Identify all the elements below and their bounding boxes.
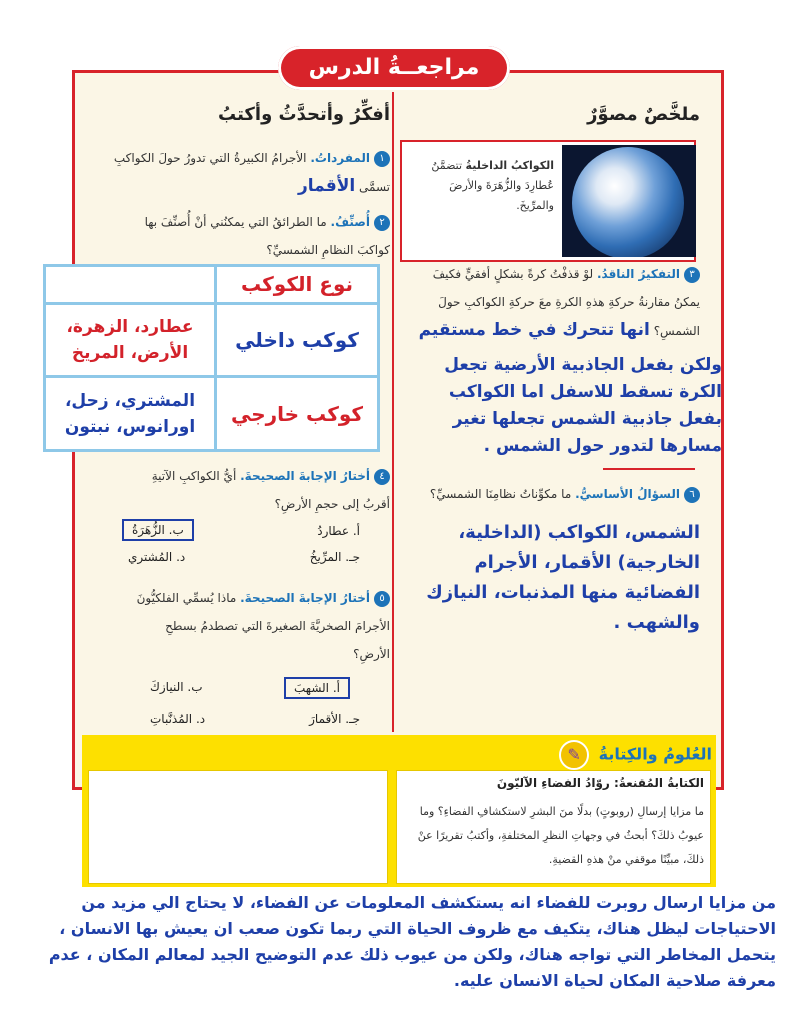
table-row [45, 303, 379, 377]
q4-option-d[interactable]: د. المُشتري [128, 550, 186, 564]
bottom-answer: من مزايا ارسال روبرت للفضاء انه يستكشف المعلومات عن الفضاء، لا يحتاج الي مزيد من الاحتياجات ليظل هناك، يتكيف مع ظروف الحياة التي ربما تكون صعب ان يعيش بها الانسان ، يتحمل المخاطر التي تواجه هناك، ولكن من عيوب ذلك عدم التوضيح الجيد لمعالم المكان ، عدم معرفة صلاحية المكان لحياة الانسان عليه. [48, 893, 776, 990]
q5-text-3: الأرضِ؟ [353, 647, 390, 661]
question-2 [90, 208, 390, 264]
pencil-icon: ✎ [559, 740, 589, 770]
q4-option-a[interactable]: أ. عطاردُ [317, 524, 360, 538]
q4-option-b-selected[interactable]: ب. الزُّهَرَةُ [122, 519, 194, 541]
think-heading: أفكِّرُ وأتحدَّثُ وأكتبُ [218, 104, 390, 125]
review-banner: مراجعــةُ الدرس [278, 46, 510, 90]
q5-label: أختارُ الإجابةَ الصحيحةَ. [240, 591, 370, 605]
table-cell: نوع الكوكب [216, 266, 379, 304]
question-6 [400, 480, 700, 508]
summary-text [410, 156, 554, 216]
table-cell: المشتري، زحل، اورانوس، نبتون [45, 377, 216, 451]
science-writing-subtitle: الكتابةُ المُقنعةُ: روّادُ الفضاءِ الآليّونَ [496, 776, 704, 790]
q4-option-c[interactable]: جـ. المرِّيخُ [309, 550, 360, 564]
q3-text-3: الشمسِ؟ [653, 324, 700, 338]
table-cell [45, 266, 216, 304]
writing-area[interactable] [88, 770, 388, 884]
table-row [45, 266, 379, 304]
question-4 [90, 462, 390, 518]
q4-text: أيُّ الكواكبِ الآتيةِ [151, 469, 237, 483]
q5-option-a-selected[interactable]: أ. الشهبَ [284, 677, 350, 699]
q3-text: لوْ قذفْتُ كرةً بشكلٍ أفقيٍّ فكيفَ [432, 267, 594, 281]
table-row [45, 377, 379, 451]
q3-answer-line1: انها تتحرك في خط مستقيم [418, 320, 650, 340]
q3-text-2: يمكنُ مقارنةُ حركةِ هذهِ الكرةِ معَ حركةِ الكواكبِ حولَ [438, 295, 700, 309]
q1-answer: الأقمار [298, 176, 356, 196]
table-cell: كوكب خارجي [216, 377, 379, 451]
q1-label: المفرداتُ. [310, 151, 370, 165]
q3-answer: ولكن بفعل الجاذبية الأرضية تجعل الكرة تسقط للاسفل اما الكواكب بفعل جاذبية الشمس تجعلها تغير مسارها لتدور حول الشمس . [444, 355, 722, 456]
q5-option-c[interactable]: جـ. الأقمارَ [309, 712, 360, 726]
q4-number: ٤ [374, 469, 390, 485]
question-5 [90, 584, 390, 668]
q4-label: أختارُ الإجابةَ الصحيحةَ. [240, 469, 370, 483]
q5-option-d[interactable]: د. المُذنَّباتِ [150, 712, 206, 726]
summary-body: تتضمَّنُ عُطارِدَ والزُّهَرَةَ والأرضَ والمرِّيخَ. [431, 159, 554, 212]
science-writing-text: ما مزايا إرسالِ (روبوتٍ) بدلًا منَ البشرِ لاستكشافِ الفضاءِ؟ وما عيوبُ ذلكَ؟ أبحثُ في وجهاتِ النظرِ المختلفةِ، وأكتبُ تقريرًا عنْ ذلكَ، مبيِّنًا موقفي منْ هذهِ القضيةِ. [417, 805, 704, 866]
q2-text: ما الطرائقُ التي يمكنُني أنْ أُصنِّفَ بها [144, 215, 327, 229]
q4-text-2: أقربُ إلى حجمِ الأرضِ؟ [274, 497, 390, 511]
q1-number: ١ [374, 151, 390, 167]
q3-number: ٣ [684, 267, 700, 283]
science-writing-title [559, 740, 712, 770]
divider-line [603, 468, 695, 470]
column-divider [392, 92, 394, 732]
q5-option-b[interactable]: ب. النيازكَ [150, 680, 203, 694]
summary-heading: ملخَّصٌ مصوَّرٌ [587, 104, 700, 125]
q5-text: ماذا يُسمِّي الفلكيُّونَ [136, 591, 237, 605]
summary-title: الكواكبُ الداخليةُ [465, 159, 554, 172]
q2-text-2: كواكبَ النظامِ الشمسيِّ؟ [266, 243, 390, 257]
q5-number: ٥ [374, 591, 390, 607]
q6-text: ما مكوِّناتُ نظامِنَا الشمسيِّ؟ [429, 487, 572, 501]
q6-label: السؤالُ الأساسيُّ. [575, 487, 680, 501]
science-writing-title-text: العُلومُ والكِتابةُ [598, 744, 712, 764]
earth-image [562, 145, 696, 257]
q1-text-2: تسمَّى [359, 180, 390, 194]
q5-text-2: الأجرامَ الصخريَّةَ الصغيرةَ التي تصطدمُ بسطحِ [165, 619, 390, 633]
q6-number: ٦ [684, 487, 700, 503]
question-3 [400, 260, 700, 345]
q3-label: التفكيرُ الناقدُ. [596, 267, 680, 281]
table-cell: عطارد، الزهرة، الأرض، المريخ [45, 303, 216, 377]
q6-answer: الشمس، الكواكب (الداخلية، الخارجية) الأقمار، الأجرام الفضائية منها المذنبات، النيازك والشهب . [426, 522, 700, 633]
planet-classification-table [43, 264, 380, 452]
q1-text: الأجرامُ الكبيرةُ التي تدورُ حولَ الكواكبِ [113, 151, 307, 165]
table-cell: كوكب داخلي [216, 303, 379, 377]
q2-number: ٢ [374, 215, 390, 231]
q2-label: أُصنِّفُ. [330, 215, 370, 229]
question-1 [90, 144, 390, 201]
